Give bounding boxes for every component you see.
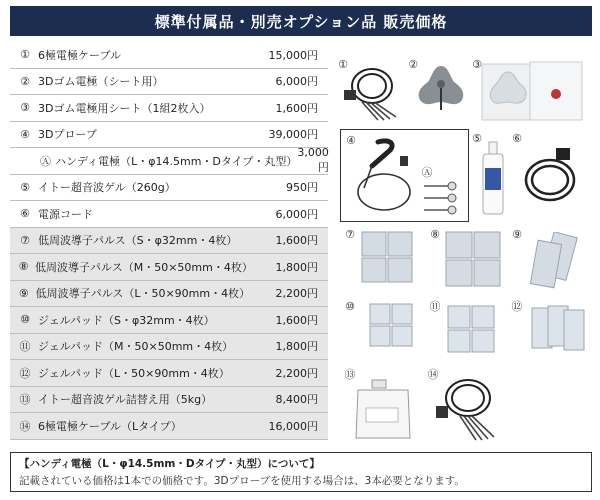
item-price: 2,200円 (275, 287, 318, 301)
item-price: 1,800円 (275, 260, 318, 274)
item-name: 6極電極ケーブル（Lタイプ） (38, 419, 182, 433)
electrode-sheet-photo (480, 58, 585, 122)
power-cord-photo (512, 144, 590, 208)
photo-label-4: ④ (346, 134, 356, 147)
item-price: 1,800円 (275, 340, 318, 354)
item-name: 低周波導子パルス（L・50×90mm・4枚） (35, 287, 251, 301)
price-table (10, 42, 328, 440)
item-number: ⑤ (20, 180, 30, 194)
price-row (10, 281, 328, 308)
pad-m-photo (444, 230, 502, 292)
handy-electrode-photo (420, 180, 464, 216)
item-price: 1,600円 (275, 234, 318, 248)
photo-label-3: ③ (472, 58, 482, 71)
price-row (10, 95, 328, 122)
photo-label-8: ⑧ (430, 228, 440, 241)
rubber-electrode-photo (414, 62, 468, 112)
price-row (10, 42, 328, 69)
cable-photo-1 (338, 62, 400, 124)
item-name: ジェルパッド（M・50×50mm・4枚） (38, 340, 234, 354)
photo-label-1: ① (338, 58, 348, 71)
item-name: ジェルパッド（S・φ32mm・4枚） (38, 313, 215, 327)
gel-pad-s-photo (368, 302, 416, 358)
page-title (10, 6, 592, 36)
photo-label-13: ⑬ (344, 368, 356, 381)
photo-label-14: ⑭ (427, 368, 439, 381)
photo-label-6: ⑥ (512, 132, 522, 145)
item-price: 2,200円 (275, 366, 318, 380)
item-name: 電源コード (38, 207, 93, 221)
item-name: イトー超音波ゲル詰替え用（5kg） (38, 393, 213, 407)
item-price: 1,600円 (275, 101, 318, 115)
price-row (10, 228, 328, 255)
item-name: 3Dゴム電極用シート（1組2枚入） (38, 101, 211, 115)
item-number: ⑩ (20, 313, 30, 327)
item-number: ③ (20, 101, 30, 115)
price-row (10, 148, 328, 175)
item-name: 低周波導子パルス（S・φ32mm・4枚） (38, 234, 238, 248)
price-row (10, 334, 328, 361)
item-name: 低周波導子パルス（M・50×50mm・4枚） (35, 260, 253, 274)
item-price: 950円 (286, 181, 318, 195)
item-price: 1,600円 (275, 313, 318, 327)
price-row (10, 175, 328, 202)
photo-label-7: ⑦ (345, 228, 355, 241)
page-title-text: 標準付属品・別売オプション品 販売価格 (154, 12, 448, 31)
gel-pad-l-photo (528, 304, 586, 358)
item-number: ① (20, 48, 30, 62)
gel-pad-m-photo (446, 304, 498, 356)
price-row (10, 254, 328, 281)
item-number: ⑭ (19, 419, 31, 433)
item-number: ⑧ (18, 260, 29, 274)
item-number: ⑦ (20, 233, 30, 247)
item-name: 3Dプローブ (38, 128, 97, 142)
item-name: ジェルパッド（L・50×90mm・4枚） (38, 366, 230, 380)
photo-label-2: ② (408, 58, 418, 71)
cable-photo-14 (430, 372, 502, 444)
item-price: 8,400円 (275, 393, 318, 407)
item-number: ⑥ (20, 207, 30, 221)
photo-label-12: ⑫ (511, 300, 523, 313)
item-name: ハンディ電極（L・φ14.5mm・Dタイプ・丸型） (55, 154, 298, 168)
price-row (10, 413, 328, 440)
item-number: ⑫ (19, 366, 31, 380)
note-body: 記載されている価格は1本での価格です。3Dプローブを使用する場合は、3本必要となります。 (19, 475, 465, 487)
photo-label-11: ⑪ (429, 300, 441, 313)
photo-label-a: Ⓐ (421, 166, 433, 179)
item-price: 16,000円 (268, 419, 318, 433)
item-number: Ⓐ (40, 154, 51, 168)
photo-label-9: ⑨ (512, 228, 522, 241)
price-row (10, 387, 328, 414)
item-number: ⑬ (19, 393, 31, 407)
item-price: 6,000円 (275, 75, 318, 89)
pad-l-photo (528, 232, 588, 292)
item-number: ⑨ (18, 286, 29, 300)
gel-bottle-photo (478, 140, 508, 216)
item-price: 39,000円 (268, 128, 318, 142)
item-price: 3,000円 (297, 146, 329, 175)
photo-label-5: ⑤ (472, 132, 482, 145)
note-box (10, 452, 592, 492)
item-number: ② (20, 74, 30, 88)
price-row (10, 201, 328, 228)
price-row (10, 307, 328, 334)
item-number: ⑪ (19, 340, 31, 354)
price-row (10, 122, 328, 149)
note-title: 【ハンディ電極（L・φ14.5mm・Dタイプ・丸型）について】 (19, 458, 320, 470)
item-name: 6極電極ケーブル (38, 48, 122, 62)
gel-refill-photo (352, 378, 414, 442)
price-row (10, 360, 328, 387)
price-row (10, 69, 328, 96)
pad-s-photo (360, 230, 416, 290)
item-name: イトー超音波ゲル（260g） (38, 181, 176, 195)
item-name: 3Dゴム電極（シート用） (38, 75, 164, 89)
item-number: ④ (20, 127, 30, 141)
item-price: 15,000円 (268, 48, 318, 62)
item-price: 6,000円 (275, 207, 318, 221)
photo-label-10: ⑩ (345, 300, 355, 313)
